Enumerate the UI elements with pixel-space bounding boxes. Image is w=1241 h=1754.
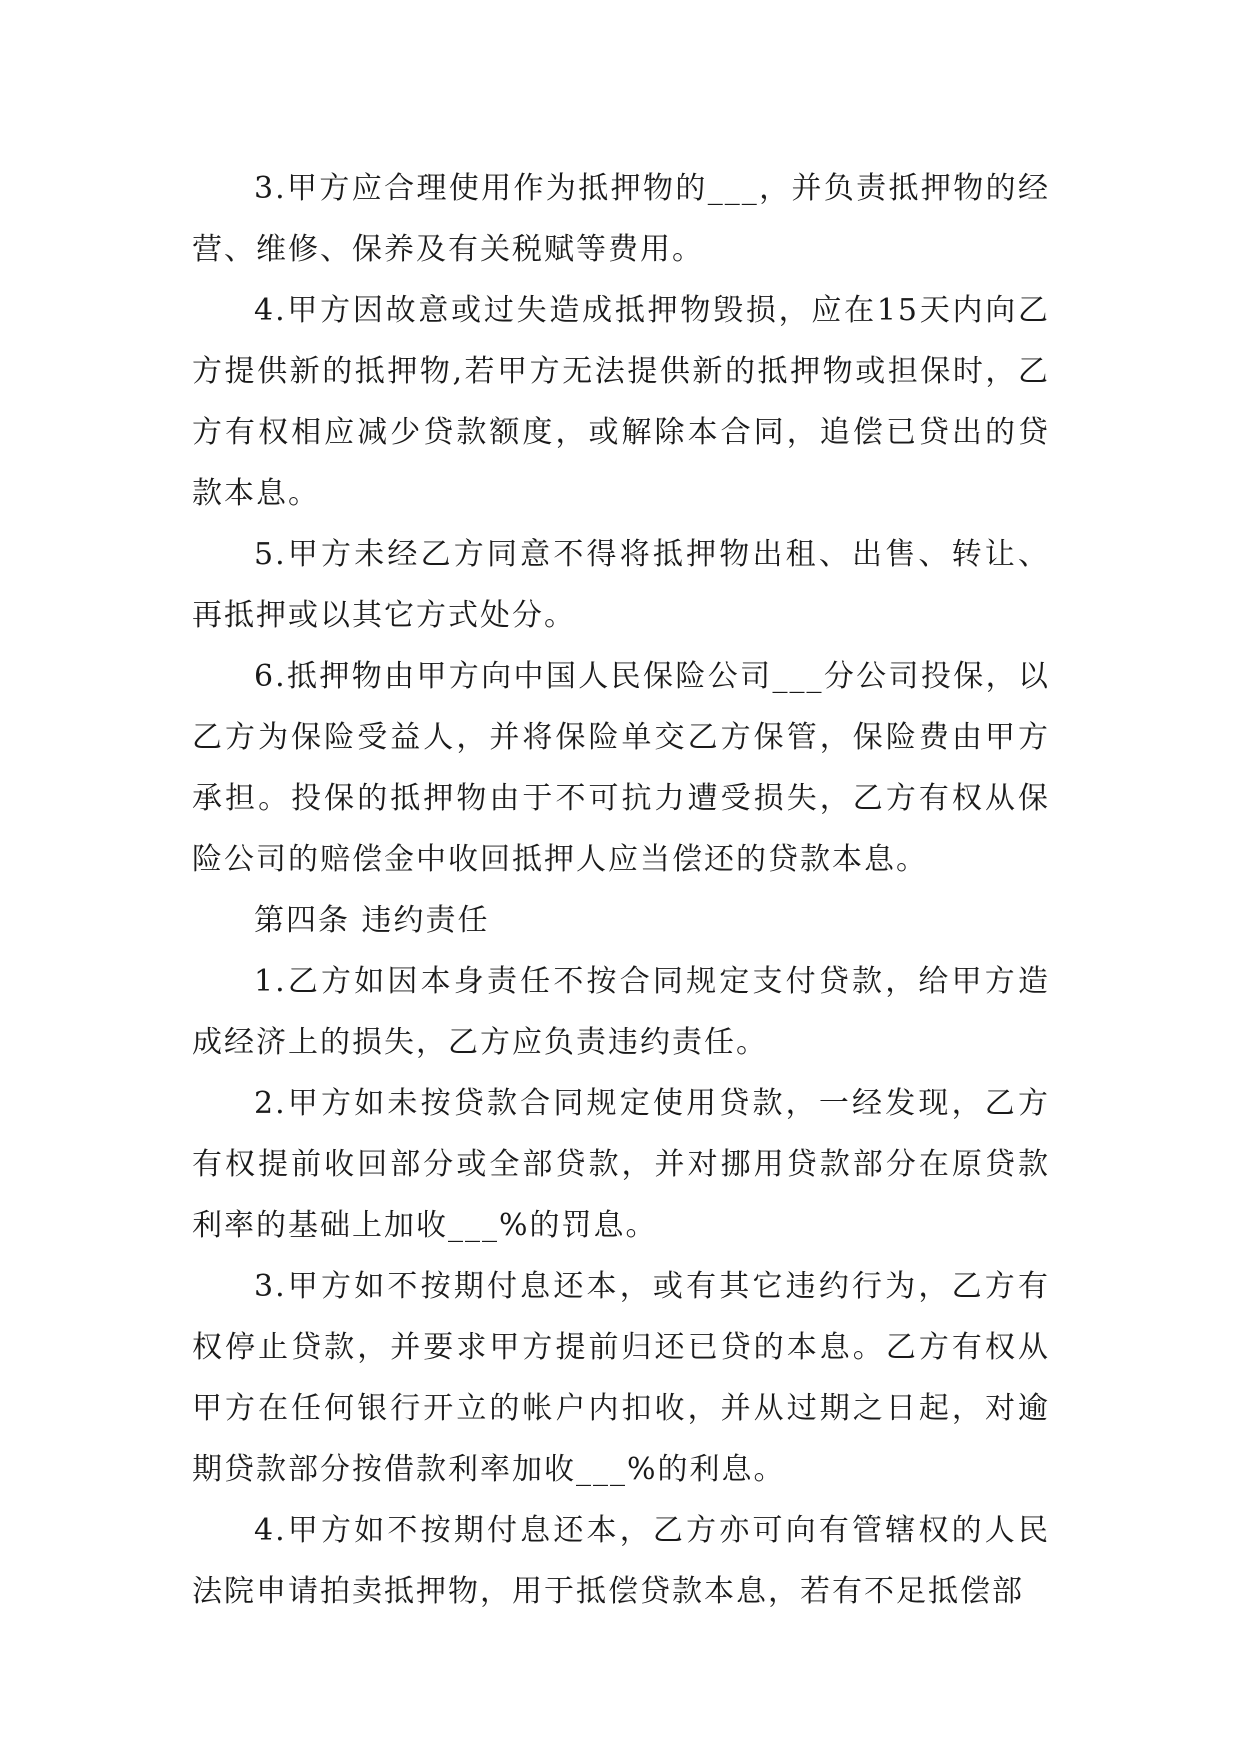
liability-clause-2-paragraph: 2.甲方如未按贷款合同规定使用贷款，一经发现，乙方有权提前收回部分或全部贷款，并对挪用贷款部分在原贷款利率的基础上加收___%的罚息。 — [192, 1086, 1050, 1243]
clause-3-paragraph: 3.甲方应合理使用作为抵押物的___，并负责抵押物的经营、维修、保养及有关税赋等费用。 — [192, 171, 1050, 267]
clause-6-paragraph: 6.抵押物由甲方向中国人民保险公司___分公司投保，以乙方为保险受益人，并将保险单交乙方保管，保险费由甲方承担。投保的抵押物由于不可抗力遭受损失，乙方有权从保险公司的赔偿金中收回抵押人应当偿还的贷款本息。 — [192, 659, 1050, 877]
liability-clause-4-paragraph: 4.甲方如不按期付息还本，乙方亦可向有管辖权的人民法院申请拍卖抵押物，用于抵偿贷款本息，若有不足抵偿部 — [192, 1513, 1050, 1609]
clause-5-paragraph: 5.甲方未经乙方同意不得将抵押物出租、出售、转让、再抵押或以其它方式处分。 — [192, 537, 1050, 633]
clause-4-paragraph: 4.甲方因故意或过失造成抵押物毁损，应在15天内向乙方提供新的抵押物,若甲方无法提供新的抵押物或担保时，乙方有权相应减少贷款额度，或解除本合同，追偿已贷出的贷款本息。 — [192, 293, 1050, 511]
document-body — [192, 158, 1050, 1622]
liability-clause-3-paragraph: 3.甲方如不按期付息还本，或有其它违约行为，乙方有权停止贷款，并要求甲方提前归还已贷的本息。乙方有权从甲方在任何银行开立的帐户内扣收，并从过期之日起，对逾期贷款部分按借款利率加收___%的利息。 — [192, 1269, 1050, 1487]
liability-clause-1-paragraph: 1.乙方如因本身责任不按合同规定支付贷款，给甲方造成经济上的损失，乙方应负责违约责任。 — [192, 964, 1050, 1060]
article-4-heading: 第四条 违约责任 — [254, 903, 490, 938]
